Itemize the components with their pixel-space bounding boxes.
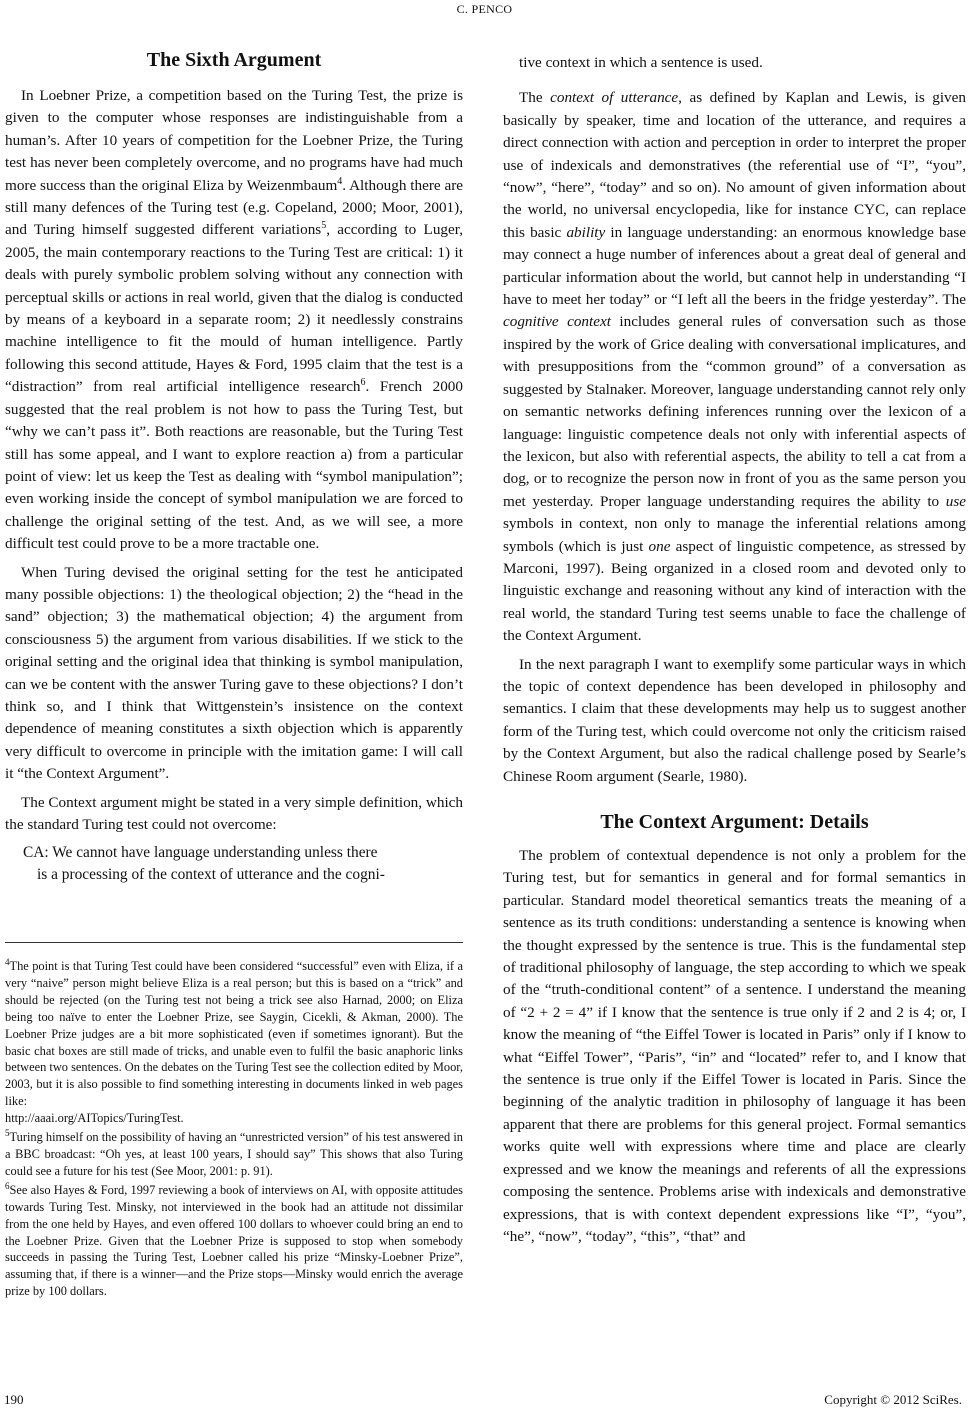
footnote-ref: 5 (321, 220, 327, 232)
emphasis: cognitive context (503, 313, 611, 331)
page-number: 190 (4, 1392, 24, 1407)
text-run: , as defined by Kaplan and Lewis, is given basically by speaker, time and location of the utterance, and requires a direct connection with action and perception in order to interpret the proper use of indexicals and demonstratives (the referential use of “I”, “you”, “now”, “here”, “today” and so on). No amount of given information about the world, no universal encyclopedia, like for instance CYC, can replace this basic (503, 89, 966, 241)
footnote-url: http://aaai.org/AITopics/TuringTest. (5, 1111, 184, 1126)
footnote-number: 4 (5, 956, 10, 967)
text-run: . French 2000 suggested that the real problem is not how to pass the Turing Test, but “why we can’t pass it”. Both reactions are reasonable, but the Turing Test still has some appeal, and I want to explore reaction a) from a particular point of view: let us keep the Test as dealing with “symbol manipulation”; even working inside the concept of symbol manipulation we are forced to challenge the original setting of the test. And, as we will see, a more difficult test could prove to be a more tractable one. (5, 378, 463, 553)
footnote-text: The point is that Turing Test could have been considered “successful” even with Eliza, if a very “naive” person might believe Eliza is a real person; but this is based on a “trick” and should be rejected (on the Turing test not being a trick see also Harnad, 2000; on Eliza being too naïve to enter the Loebner Prize, see Saygin, Cicekli, & Akman, 2000). The Loebner Prize judges are a bit more sophisticated (even if sometimes ignorant). But the basic chat boxes are still made of tricks, and unable even to fulfil the basic anaphoric links between two sentences. On the debates on the Turing Test see the collection edited by Moor, 2003, but it is also possible to find something interesting in documents linked in web pages like: (5, 959, 463, 1109)
text-run: In Loebner Prize, a competition based on the Turing Test, the prize is given to the computer whose responses are indistinguishable from a human’s. After 10 years of competition for the Loebner Prize, the Turing test has never been completely overcome, and no programs have had much more success than the original Eliza by Weizenmbaum (5, 87, 463, 194)
paragraph: The Context argument might be stated in a very simple definition, which the standard Turing test could not overcome: (5, 793, 463, 833)
footnote-ref: 6 (360, 377, 366, 389)
section-heading-context-argument-details: The Context Argument: Details (600, 811, 869, 833)
left-column (5, 48, 463, 886)
paragraph: When Turing devised the original setting for the test he anticipated many possible objections: 1) the theological objection; 2) the “head in the sand” objection; 3) the mathematical objection; 4) the argument from consciousness 5) the argument from various disabilities. If we stick to the original setting and the original idea that thinking is symbol manipulation, can we be content with the answer Turing gave to these objections? I don’t think so, and I think that Wittgenstein’s insistence on the context dependence of meaning constitutes a sixth objection which is apparently very difficult to overcome in principle with the imitation game: I will call it “the Context Argument”. (5, 563, 463, 783)
footnotes (5, 958, 463, 1302)
emphasis: use (945, 492, 966, 510)
ca-line: CA: We cannot have language understanding unless there (23, 844, 378, 862)
text-run: aspect of linguistic competence, as stressed by Marconi, 1997). Being organized in a closed room and devoted only to linguistic exchange and reasoning without any kind of interaction with the real world, the standard Turing test seems unable to face the challenge of the Context Argument. (503, 537, 966, 645)
footnote-6 (5, 1182, 463, 1300)
paragraph (503, 87, 966, 647)
text-run: , according to Luger, 2005, the main contemporary reactions to the Turing Test are critical: 1) it deals with purely symbolic problem solving without any connection with perceptual skills or actions in real world, given that the dialog is conducted by means of a keyboard in a separate room; 2) it needlessly constrains machine intelligence to fit the mould of human intelligence. Partly following this second attitude, Hayes & Ford, 1995 claim that the test is a “distraction” from real artificial intelligence research (5, 221, 463, 396)
copyright-notice: Copyright © 2012 SciRes. (824, 1392, 962, 1407)
context-argument-definition (23, 842, 437, 886)
paragraph (5, 85, 463, 556)
footnote-4 (5, 958, 463, 1127)
footnote-5 (5, 1129, 463, 1180)
footnote-divider (5, 942, 463, 943)
footnote-number: 6 (5, 1180, 10, 1191)
emphasis: one (648, 537, 671, 555)
text-run: symbols in context, non only to manage the inferential relations among symbols (which is just (503, 515, 966, 555)
section-heading-sixth-argument: The Sixth Argument (146, 49, 322, 71)
footnote-text: Turing himself on the possibility of having an “unrestricted version” of his test answered in a BBC broadcast: “Oh yes, at least 100 years, I should say” This shows that also Turing could see a future for his test (See Moor, 2001: p. 91). (5, 1130, 463, 1178)
paragraph: In the next paragraph I want to exemplify some particular ways in which the topic of context dependence has been developed in philosophy and semantics. I claim that these developments may help us to suggest another form of the Turing test, which could overcome not only the criticism raised by the Context Argument, but also the radical challenge posed by Searle’s Chinese Room argument (Searle, 1980). (503, 655, 966, 785)
text-run: The (519, 89, 551, 107)
paragraph: The problem of contextual dependence is not only a problem for the Turing test, but for semantics in general and for formal semantics in particular. Standard model theoretical semantics treats the meaning of a sentence as its truth conditions: understanding a sentence is knowing when the thought expressed by the sentence is true. This is the fundamental step of traditional philosophy of language, the step according to which we speak of the “truth-conditional content” of a sentence. I understand the meaning of “2 + 2 = 4” if I know that the sentence is true only if 2 and 2 is 4; or, I know the meaning of “the Eiffel Tower is located in Paris” only if I know to what “Eiffel Tower”, “Paris”, “in” and “located” refer to, and I know that the sentence is true only if the Eiffel Tower is located in Paris. Since the beginning of the analytic tradition in philosophy of language it has been apparent that there are problems for this general project. Formal semantics works quite well with expressions where time and place are clearly expressed and we know the meanings and referents of all the expressions composing the sentence. Problems arise with indexicals and demonstrative expressions, that is with context dependent expressions like “I”, “you”, “he”, “now”, “today”, “this”, “that” and (503, 847, 966, 1245)
emphasis: context of utterance (550, 89, 679, 107)
text-run: includes general rules of conversation such as those inspired by the work of Grice dealing with conversational implicatures, and with presuppositions from the “common ground” of a conversation as suggested by Stalnaker. Moreover, language understanding cannot rely only on semantic networks defining inferences running over the lexicon of a language: linguistic competence deals not only with inferential aspects of the lexicon, but also with referential aspects, the ability to tell a cat from a dog, or to recognize the person now in front of you as the same person you met yesterday. Proper language understanding requires the ability to (503, 313, 967, 510)
emphasis: ability (566, 223, 606, 241)
right-column (503, 52, 966, 1254)
continued-line: tive context in which a sentence is used. (519, 54, 763, 71)
ca-line: is a processing of the context of utterance and the cogni- (37, 866, 385, 884)
running-head: C. PENCO (456, 2, 513, 16)
footnote-text: See also Hayes & Ford, 1997 reviewing a book of interviews on AI, with opposite attitudes towards Turing Test. Minsky, not interviewed in the book had an attitude not dissimilar from the one held by Hayes, and even offered 100 dollars to whoever could bring an end to the Loebner Prize. Given that the Loebner Prize is supposed to stop when somebody succeeds in passing the Turing Test, Loebner called his prize “Minsky-Loebner Prize”, assuming that, if there is a winner—and the Prize stops—Minsky would enrich the average prize by 100 dollars. (5, 1182, 463, 1299)
footnote-ref: 4 (337, 175, 343, 187)
text-run: . Although there are still many defences of the Turing test (e.g. Copeland, 2000; Moor, 2001), and Turing himself suggested different variations (5, 176, 463, 239)
footnote-number: 5 (5, 1127, 10, 1138)
text-run: in language understanding: an enormous knowledge base may connect a huge number of inferences about a great deal of general and particular information about the world, but cannot help in understanding “I have to meet her today” or “I left all the beers in the fridge yesterday”. The (503, 223, 966, 309)
